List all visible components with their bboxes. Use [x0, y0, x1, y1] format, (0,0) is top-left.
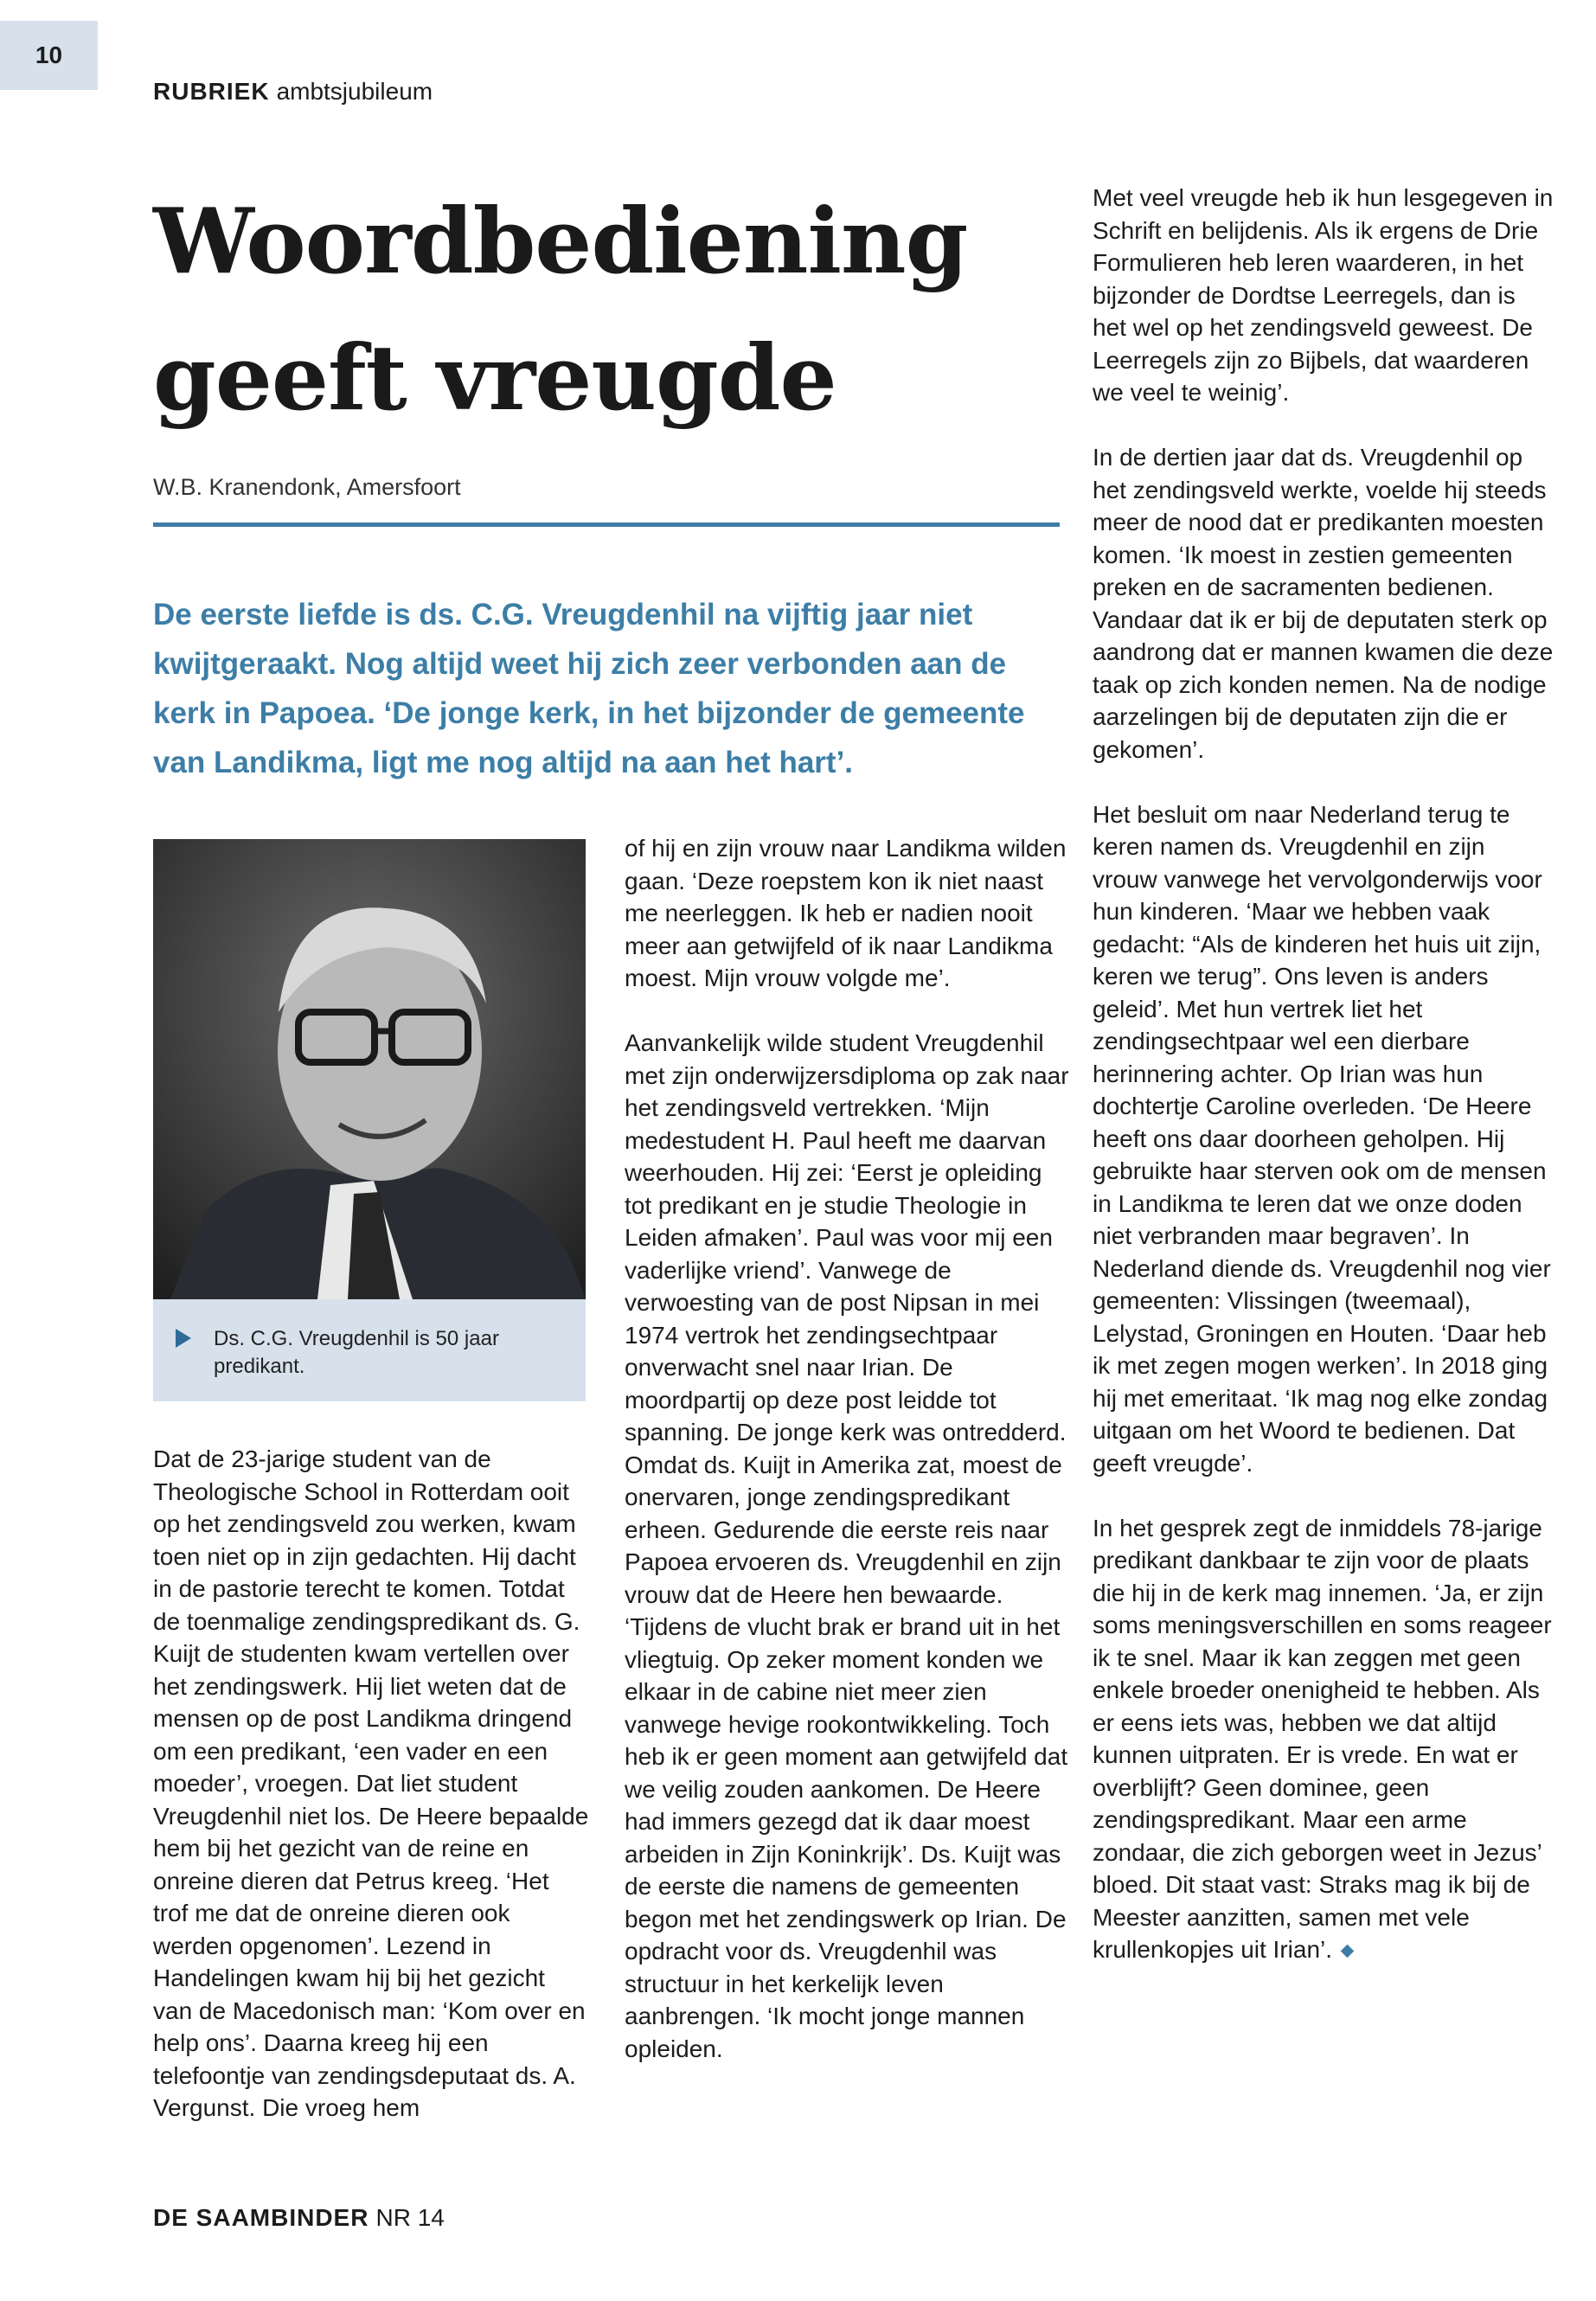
rubric-subject: ambtsjubileum [276, 78, 433, 105]
article-title [153, 173, 1035, 446]
paragraph: Aanvankelijk wilde student Vreugdenhil met zijn onderwijzersdiploma op zak naar het zendingsveld vertrekken. ‘Mijn medestudent H. Paul heeft me daarvan weerhouden. Hij zei: ‘Eerst je opleiding tot predikant en je studie Theologie in Leiden afmaken’. Paul was voor mij een vaderlijke vriend’. Vanwege de verwoesting van de post Nipsan in mei 1974 vertrok het zendingsechtpaar onverwacht snel naar Irian. De moordpartij op deze post leidde tot spanning. De jonge kerk was ontredderd. Omdat ds. Kuijt in Amerika zat, moest de onervaren, jonge zendingspredikant erheen. Gedurende die eerste reis naar Papoea ervoeren ds. Vreugdenhil en zijn vrouw dat de Heere hen bewaarde. ‘Tijdens de vlucht brak er brand uit in het vliegtuig. Op zeker moment konden we elkaar in de cabine niet meer zien vanwege hevige rookontwikkeling. Toch heb ik er geen moment aan getwijfeld dat we veilig zouden aankomen. De Heere had immers gezegd dat ik daar moest arbeiden in Zijn Koninkrijk’. Ds. Kuijt was de eerste die namens de gemeenten begon met het zendingswerk op Irian. De opdracht voor ds. Vreugdenhil was structuur in het kerkelijk leven aanbrengen. ‘Ik mocht jonge mannen opleiden. [625, 1029, 1069, 2062]
body-column-1 [153, 1443, 590, 2125]
title-line-1: Woordbediening [153, 188, 968, 294]
paragraph-final [1093, 1512, 1555, 1966]
body-column-3 [1093, 182, 1555, 1966]
byline: W.B. Kranendonk, Amersfoort [153, 474, 461, 500]
paragraph: Met veel vreugde heb ik hun lesgegeven in Schrift en belijdenis. Als ik ergens de Drie Formulieren heb leren waarderen, in het bijzonder de Dordtse Leerregels, dan is het wel op het zendingsveld geweest. De Leerregels zijn zo Bijbels, dat waarderen we veel te weinig’. [1093, 184, 1554, 406]
portrait-photo [153, 839, 586, 1299]
end-mark-icon [1341, 1945, 1355, 1958]
paragraph-text: In het gesprek zegt de inmiddels 78-jarige predikant dankbaar te zijn voor de plaats die hij in de kerk mag innemen. ‘Ja, er zijn soms meningsverschillen en soms reageer ik te snel. Maar ik kan zeggen met geen enkele broeder onenigheid te hebben. Als er eens iets was, hebben we dat altijd kunnen uitpraten. Er is vrede. En wat er overblijft? Geen dominee, geen zendingspredikant. Maar een arme zondaar, die zich geborgen weet in Jezus’ bloed. Dit staat vast: Straks mag ik bij de Meester aanzitten, samen met vele krullenkopjes uit Irian’. [1093, 1514, 1552, 1963]
paragraph: In de dertien jaar dat ds. Vreugdenhil op het zendingsveld werkte, voelde hij steeds meer de nood dat er predikanten moesten komen. ‘Ik moest in zestien gemeenten preken en de sacramenten bedienen. Vandaar dat ik er bij de deputaten sterk op aandrong dat er mannen kwamen die deze taak op zich konden nemen. Na de nodige aarzelingen bij de deputaten zijn die er gekomen’. [1093, 444, 1554, 763]
caption-text: Ds. C.G. Vreugdenhil is 50 jaar predikant. [214, 1327, 499, 1378]
title-line-2: geeft vreugde [153, 324, 836, 431]
paragraph: Dat de 23-jarige student van de Theologische School in Rotterdam ooit op het zendingsveld zou werken, kwam toen niet op in zijn gedachten. Hij dacht in de pastorie terecht te komen. Totdat de toenmalige zendingspredikant ds. G. Kuijt de studenten kwam vertellen over het zendingswerk. Hij liet weten dat de mensen op de post Landikma dringend om een predikant, ‘een vader en een moeder’, vroegen. Dat liet student Vreugdenhil niet los. De Heere bepaalde hem bij het gezicht van de reine en onreine dieren dat Petrus kreeg. ‘Het trof me dat de onreine dieren ook werden opgenomen’. Lezend in Handelingen kwam hij bij het gezicht van de Macedonisch man: ‘Kom over en help ons’. Daarna kreeg hij een telefoontje van zendingsdeputaat ds. A. Vergunst. Die vroeg hem [153, 1445, 589, 2121]
photo-caption [153, 1299, 586, 1401]
paragraph: of hij en zijn vrouw naar Landikma wilden gaan. ‘Deze roepstem kon ik niet naast me neerleggen. Ik heb er nadien nooit meer aan getwijfeld of ik naar Landikma moest. Mijn vrouw volgde me’. [625, 835, 1067, 991]
issue-number: NR 14 [375, 2204, 445, 2231]
rubric-label: RUBRIEK [153, 78, 270, 105]
rubric-header [153, 78, 433, 106]
portrait-image [153, 839, 586, 1299]
paragraph: Het besluit om naar Nederland terug te keren namen ds. Vreugdenhil en zijn vrouw vanwege het vervolgonderwijs voor hun kinderen. ‘Maar we hebben vaak gedacht: “Als de kinderen het huis uit zijn, keren we terug”. Ons leven is anders geleid’. Met hun vertrek liet het zendingsechtpaar wel een dierbare herinnering achter. Op Irian was hun dochtertje Caroline overleden. ‘De Heere heeft ons daar doorheen geholpen. Hij gebruikte haar sterven ook om de mensen in Landikma te leren dat we onze doden niet verbranden maar begraven’. In Nederland diende ds. Vreugdenhil nog vier gemeenten: Vlissingen (tweemaal), Lelystad, Groningen en Houten. ‘Daar heb ik met zegen mogen werken’. In 2018 ging hij met emeritaat. ‘Ik mag nog elke zondag uitgaan om het Woord te bedienen. Dat geeft vreugde’. [1093, 800, 1551, 1477]
page-number: 10 [0, 21, 98, 90]
intro-lead: De eerste liefde is ds. C.G. Vreugdenhil na vijftig jaar niet kwijtgeraakt. Nog altijd weet hij zich zeer verbonden aan de kerk in Papoea. ‘De jonge kerk, in het bijzonder de gemeente van Landikma, ligt me nog altijd na aan het hart’. [153, 598, 1025, 779]
caption-arrow-icon [176, 1329, 191, 1348]
footer [153, 2204, 445, 2232]
magazine-name: DE SAAMBINDER [153, 2204, 369, 2231]
body-column-2 [625, 832, 1074, 2065]
title-divider [153, 522, 1060, 527]
